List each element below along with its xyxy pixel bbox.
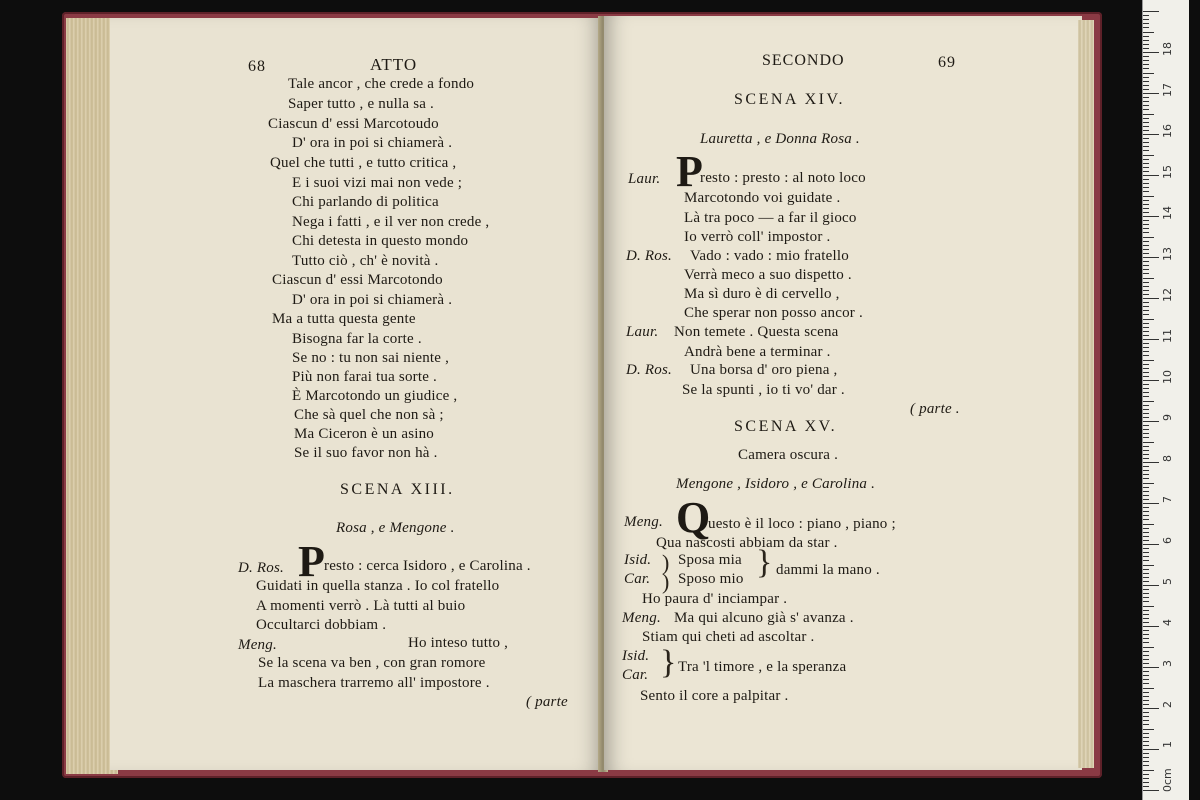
ruler-tick xyxy=(1143,56,1149,57)
ruler-tick xyxy=(1143,396,1149,397)
ruler-number: 13 xyxy=(1161,247,1174,261)
speaker-label: Car. xyxy=(624,571,651,587)
page-number-left: 68 xyxy=(248,58,266,75)
ruler-tick xyxy=(1143,392,1149,393)
ruler-tick xyxy=(1143,716,1149,717)
dialogue-line: Sposo mio xyxy=(678,571,744,587)
ruler-number: 10 xyxy=(1161,370,1174,384)
ruler-tick xyxy=(1143,146,1149,147)
ruler-tick xyxy=(1143,376,1149,377)
ruler-tick xyxy=(1143,171,1149,172)
ruler-tick xyxy=(1143,388,1149,389)
ruler-tick xyxy=(1143,368,1149,369)
ruler-tick xyxy=(1143,319,1154,320)
ruler-tick xyxy=(1143,101,1149,102)
ruler-tick xyxy=(1143,671,1149,672)
ruler-tick xyxy=(1143,232,1149,233)
ruler-tick xyxy=(1143,384,1149,385)
ruler-number: 2 xyxy=(1161,701,1174,708)
ruler-tick xyxy=(1143,544,1159,545)
ruler-tick xyxy=(1143,159,1149,160)
ruler-tick xyxy=(1143,122,1149,123)
dialogue-line: Verrà meco a suo dispetto . xyxy=(684,267,852,283)
ruler-tick xyxy=(1143,778,1149,779)
running-head-left: ATTO xyxy=(370,55,418,74)
ruler-tick xyxy=(1143,237,1154,238)
ruler-tick xyxy=(1143,212,1149,213)
ruler-tick xyxy=(1143,683,1149,684)
ruler-tick xyxy=(1143,433,1149,434)
dialogue-line: Ma sì duro è di cervello , xyxy=(684,286,840,302)
ruler-tick xyxy=(1143,720,1149,721)
ruler-tick xyxy=(1143,282,1149,283)
ruler-tick xyxy=(1143,757,1149,758)
ruler-tick xyxy=(1143,655,1149,656)
ruler-tick xyxy=(1143,495,1149,496)
ruler-number: 15 xyxy=(1161,165,1174,179)
scene-title: SCENA XIII. xyxy=(340,481,455,498)
ruler-tick xyxy=(1143,552,1149,553)
ruler-tick xyxy=(1143,343,1149,344)
ruler-tick xyxy=(1143,724,1149,725)
ruler-tick xyxy=(1143,245,1149,246)
ruler-tick xyxy=(1143,741,1149,742)
verse-line: Saper tutto , e nulla sa . xyxy=(288,96,435,112)
ruler-tick xyxy=(1143,737,1149,738)
ruler-number: 4 xyxy=(1161,619,1174,626)
dialogue-line: Sposa mia xyxy=(678,552,742,568)
ruler-number: 1 xyxy=(1161,741,1174,748)
ruler-tick xyxy=(1143,458,1149,459)
ruler-tick xyxy=(1143,519,1149,520)
ruler-tick xyxy=(1143,597,1149,598)
ruler-tick xyxy=(1143,708,1159,709)
speaker-label: Isid. xyxy=(624,552,652,568)
ruler-tick xyxy=(1143,401,1154,402)
ruler-tick xyxy=(1143,220,1149,221)
ruler-tick xyxy=(1143,417,1149,418)
ruler-tick xyxy=(1143,347,1149,348)
ruler-tick xyxy=(1143,81,1149,82)
dialogue-line: resto : presto : al noto loco xyxy=(700,170,866,186)
ruler-tick xyxy=(1143,27,1149,28)
ruler-tick xyxy=(1143,618,1149,619)
ruler-tick xyxy=(1143,298,1159,299)
dialogue-line: Che sperar non posso ancor . xyxy=(684,305,863,321)
ruler-tick xyxy=(1143,688,1154,689)
ruler-tick xyxy=(1143,109,1149,110)
ruler-tick xyxy=(1143,630,1149,631)
dialogue-line: Guidati in quella stanza . Io col fratello xyxy=(256,578,500,594)
ruler-tick xyxy=(1143,733,1149,734)
verse-line: Più non farai tua sorte . xyxy=(292,369,437,385)
ruler-tick xyxy=(1143,515,1149,516)
verse-line: Ciascun d' essi Marcotoudo xyxy=(268,116,439,132)
dialogue-line: Ho paura d' inciampar . xyxy=(642,591,788,607)
ruler-tick xyxy=(1143,466,1149,467)
ruler-tick xyxy=(1143,15,1149,16)
verse-line: E i suoi vizi mai non vede ; xyxy=(292,175,463,191)
verse-line: Bisogna far la corte . xyxy=(292,331,422,347)
ruler-tick xyxy=(1143,659,1149,660)
ruler-tick xyxy=(1143,294,1149,295)
ruler-tick xyxy=(1143,667,1159,668)
ruler-tick xyxy=(1143,372,1149,373)
ruler-tick xyxy=(1143,577,1149,578)
ruler-tick xyxy=(1143,60,1149,61)
ruler-tick xyxy=(1143,290,1149,291)
dialogue-line: Stiam qui cheti ad ascoltar . xyxy=(642,629,815,645)
ruler-tick xyxy=(1143,790,1159,791)
ruler-tick xyxy=(1143,450,1149,451)
verse-line: Ma Ciceron è un asino xyxy=(294,426,434,442)
ruler-tick xyxy=(1143,351,1149,352)
measurement-ruler xyxy=(1142,0,1189,800)
ruler-tick xyxy=(1143,187,1149,188)
dialogue-line: Andrà bene a terminar . xyxy=(684,344,831,360)
ruler-tick xyxy=(1143,556,1149,557)
ruler-tick xyxy=(1143,651,1149,652)
speaker-label: D. Ros. xyxy=(626,248,672,264)
ruler-tick xyxy=(1143,11,1159,12)
ruler-tick xyxy=(1143,634,1149,635)
drop-cap: Q xyxy=(676,493,711,542)
ruler-tick xyxy=(1143,761,1149,762)
verse-line: È Marcotondo un giudice , xyxy=(292,388,458,404)
verse-line: Ma a tutta questa gente xyxy=(272,311,416,327)
ruler-tick xyxy=(1143,302,1149,303)
dialogue-line: Tra 'l timore , e la speranza xyxy=(678,659,847,675)
ruler-tick xyxy=(1143,487,1149,488)
scene-characters: Lauretta , e Donna Rosa . xyxy=(700,131,860,147)
brace-glyph: } xyxy=(660,644,677,681)
ruler-tick xyxy=(1143,614,1149,615)
ruler-tick xyxy=(1143,606,1154,607)
scene-characters: Mengone , Isidoro , e Carolina . xyxy=(676,476,876,492)
ruler-tick xyxy=(1143,150,1149,151)
ruler-tick xyxy=(1143,40,1149,41)
verse-line: Chi parlando di politica xyxy=(292,194,439,210)
verse-line: Tutto ciò , ch' è novità . xyxy=(292,253,439,269)
speaker-label: Car. xyxy=(622,667,649,683)
ruler-tick xyxy=(1143,560,1149,561)
verse-line: Che sà quel che non sà ; xyxy=(294,407,444,423)
ruler-tick xyxy=(1143,470,1149,471)
ruler-tick xyxy=(1143,421,1159,422)
ruler-tick xyxy=(1143,704,1149,705)
ruler-tick xyxy=(1143,429,1149,430)
ruler-tick xyxy=(1143,729,1154,730)
ruler-tick xyxy=(1143,474,1149,475)
verse-line: D' ora in poi si chiamerà . xyxy=(292,292,453,308)
right-page xyxy=(604,16,1082,770)
ruler-tick xyxy=(1143,175,1159,176)
ruler-tick xyxy=(1143,573,1149,574)
ruler-tick xyxy=(1143,770,1154,771)
ruler-tick xyxy=(1143,540,1149,541)
ruler-tick xyxy=(1143,269,1149,270)
ruler-tick xyxy=(1143,589,1149,590)
ruler-unit-label: 0cm xyxy=(1161,768,1174,792)
ruler-number: 8 xyxy=(1161,455,1174,462)
ruler-tick xyxy=(1143,413,1149,414)
ruler-tick xyxy=(1143,483,1154,484)
ruler-tick xyxy=(1143,183,1149,184)
ruler-tick xyxy=(1143,638,1149,639)
ruler-tick xyxy=(1143,257,1159,258)
ruler-tick xyxy=(1143,273,1149,274)
ruler-tick xyxy=(1143,19,1149,20)
ruler-tick xyxy=(1143,335,1149,336)
ruler-tick xyxy=(1143,265,1149,266)
ruler-number: 3 xyxy=(1161,660,1174,667)
ruler-tick xyxy=(1143,548,1149,549)
ruler-tick xyxy=(1143,585,1159,586)
ruler-tick xyxy=(1143,118,1149,119)
ruler-tick xyxy=(1143,491,1149,492)
verse-line: Tale ancor , che crede a fondo xyxy=(288,76,475,92)
ruler-tick xyxy=(1143,355,1149,356)
ruler-tick xyxy=(1143,774,1149,775)
dialogue-line: Marcotondo voi guidate . xyxy=(684,190,841,206)
dialogue-line: Io verrò coll' impostor . xyxy=(684,229,831,245)
ruler-tick xyxy=(1143,310,1149,311)
ruler-tick xyxy=(1143,97,1149,98)
ruler-tick xyxy=(1143,782,1149,783)
ruler-tick xyxy=(1143,36,1149,37)
ruler-tick xyxy=(1143,64,1149,65)
ruler-tick xyxy=(1143,700,1149,701)
dialogue-line: uesto è il loco : piano , piano ; xyxy=(708,516,896,532)
ruler-tick xyxy=(1143,224,1149,225)
ruler-tick xyxy=(1143,73,1154,74)
ruler-tick xyxy=(1143,565,1154,566)
ruler-tick xyxy=(1143,626,1159,627)
ruler-tick xyxy=(1143,712,1149,713)
brace-glyph: ) xyxy=(662,569,670,594)
verse-line: Se il suo favor non hà . xyxy=(294,445,438,461)
ruler-tick xyxy=(1143,581,1149,582)
page-edges-right xyxy=(1078,20,1094,768)
ruler-tick xyxy=(1143,327,1149,328)
ruler-tick xyxy=(1143,503,1159,504)
speaker-label: Meng. xyxy=(238,637,277,653)
ruler-tick xyxy=(1143,610,1149,611)
ruler-number: 12 xyxy=(1161,288,1174,302)
ruler-tick xyxy=(1143,306,1149,307)
stage-direction-exit: ( parte . xyxy=(910,401,960,417)
ruler-tick xyxy=(1143,249,1149,250)
ruler-tick xyxy=(1143,765,1149,766)
ruler-number: 5 xyxy=(1161,578,1174,585)
scene-title: SCENA XIV. xyxy=(734,91,845,108)
speaker-label: Isid. xyxy=(622,648,650,664)
ruler-tick xyxy=(1143,569,1149,570)
ruler-tick xyxy=(1143,675,1149,676)
dialogue-line: Sento il core a palpitar . xyxy=(640,688,789,704)
ruler-tick xyxy=(1143,93,1159,94)
ruler-tick xyxy=(1143,524,1154,525)
ruler-tick xyxy=(1143,323,1149,324)
scene-setting: Camera oscura . xyxy=(738,447,839,463)
ruler-tick xyxy=(1143,261,1149,262)
verse-line: Quel che tutti , e tutto critica , xyxy=(270,155,457,171)
ruler-tick xyxy=(1143,89,1149,90)
ruler-tick xyxy=(1143,454,1149,455)
ruler-tick xyxy=(1143,692,1149,693)
speaker-label: Laur. xyxy=(626,324,659,340)
ruler-tick xyxy=(1143,77,1149,78)
ruler-tick xyxy=(1143,380,1159,381)
ruler-tick xyxy=(1143,647,1154,648)
ruler-tick xyxy=(1143,425,1149,426)
ruler-number: 14 xyxy=(1161,206,1174,220)
dialogue-line: Vado : vado : mio fratello xyxy=(690,248,849,264)
drop-cap: P xyxy=(676,147,703,196)
ruler-tick xyxy=(1143,105,1149,106)
verse-line: Ciascun d' essi Marcotondo xyxy=(272,272,443,288)
verse-line: Chi detesta in questo mondo xyxy=(292,233,469,249)
ruler-tick xyxy=(1143,696,1149,697)
ruler-tick xyxy=(1143,228,1149,229)
left-page xyxy=(110,18,602,770)
verse-line: Nega i fatti , e il ver non crede , xyxy=(292,214,490,230)
ruler-tick xyxy=(1143,167,1149,168)
ruler-tick xyxy=(1143,204,1149,205)
speaker-label: Meng. xyxy=(622,610,661,626)
speaker-label: D. Ros. xyxy=(626,362,672,378)
ruler-tick xyxy=(1143,499,1149,500)
ruler-tick xyxy=(1143,68,1149,69)
ruler-tick xyxy=(1143,786,1149,787)
ruler-tick xyxy=(1143,163,1149,164)
ruler-tick xyxy=(1143,179,1149,180)
ruler-tick xyxy=(1143,134,1159,135)
ruler-tick xyxy=(1143,405,1149,406)
ruler-tick xyxy=(1143,437,1149,438)
ruler-tick xyxy=(1143,749,1159,750)
dialogue-line: Qua nascosti abbiam da star . xyxy=(656,535,838,551)
ruler-tick xyxy=(1143,642,1149,643)
ruler-tick xyxy=(1143,126,1149,127)
running-head-right: SECONDO xyxy=(762,52,845,69)
ruler-tick xyxy=(1143,663,1149,664)
dialogue-line: Là tra poco — a far il gioco xyxy=(684,210,857,226)
ruler-number: 17 xyxy=(1161,83,1174,97)
speaker-label: Laur. xyxy=(628,171,661,187)
ruler-tick xyxy=(1143,536,1149,537)
dialogue-line: Ho inteso tutto , xyxy=(408,635,509,651)
ruler-tick xyxy=(1143,241,1149,242)
ruler-tick xyxy=(1143,138,1149,139)
ruler-tick xyxy=(1143,528,1149,529)
ruler-tick xyxy=(1143,507,1149,508)
ruler-tick xyxy=(1143,364,1149,365)
ruler-tick xyxy=(1143,753,1149,754)
ruler-tick xyxy=(1143,446,1149,447)
ruler-tick xyxy=(1143,155,1154,156)
ruler-tick xyxy=(1143,23,1149,24)
ruler-tick xyxy=(1143,196,1154,197)
ruler-tick xyxy=(1143,286,1149,287)
ruler-tick xyxy=(1143,314,1149,315)
ruler-tick xyxy=(1143,44,1149,45)
ruler-number: 16 xyxy=(1161,124,1174,138)
speaker-label: Meng. xyxy=(624,514,663,530)
ruler-tick xyxy=(1143,360,1154,361)
ruler-tick xyxy=(1143,478,1149,479)
ruler-number: 18 xyxy=(1161,42,1174,56)
ruler-tick xyxy=(1143,191,1149,192)
stage-direction-exit: ( parte xyxy=(526,694,568,710)
ruler-tick xyxy=(1143,142,1149,143)
ruler-tick xyxy=(1143,442,1154,443)
dialogue-line: Occultarci dobbiam . xyxy=(256,617,387,633)
ruler-tick xyxy=(1143,253,1149,254)
ruler-tick xyxy=(1143,85,1149,86)
verse-line: D' ora in poi si chiamerà . xyxy=(292,135,453,151)
page-number-right: 69 xyxy=(938,54,956,71)
ruler-tick xyxy=(1143,278,1154,279)
scene-title: SCENA XV. xyxy=(734,418,838,435)
ruler-number: 9 xyxy=(1161,414,1174,421)
dialogue-line: A momenti verrò . Là tutti al buio xyxy=(256,598,466,614)
ruler-tick xyxy=(1143,532,1149,533)
ruler-number: 11 xyxy=(1161,329,1174,343)
ruler-tick xyxy=(1143,745,1149,746)
ruler-number: 6 xyxy=(1161,537,1174,544)
ruler-tick xyxy=(1143,208,1149,209)
ruler-tick xyxy=(1143,130,1149,131)
ruler-tick xyxy=(1143,339,1159,340)
scene-characters: Rosa , e Mengone . xyxy=(336,520,455,536)
brace-glyph: ) xyxy=(662,550,670,575)
ruler-tick xyxy=(1143,216,1159,217)
ruler-number: 7 xyxy=(1161,496,1174,503)
ruler-tick xyxy=(1143,593,1149,594)
ruler-tick xyxy=(1143,48,1149,49)
dialogue-line: La maschera trarremo all' impostore . xyxy=(258,675,490,691)
dialogue-line: dammi la mano . xyxy=(776,562,880,578)
ruler-tick xyxy=(1143,622,1149,623)
brace-glyph: } xyxy=(756,544,773,581)
dialogue-line: Non temete . Questa scena xyxy=(674,324,839,340)
dialogue-line: resto : cerca Isidoro , e Carolina . xyxy=(324,558,531,574)
verse-line: Se no : tu non sai niente , xyxy=(292,350,450,366)
ruler-tick xyxy=(1143,601,1149,602)
dialogue-line: Se la spunti , io ti vo' dar . xyxy=(682,382,845,398)
ruler-tick xyxy=(1143,462,1159,463)
speaker-label: D. Ros. xyxy=(238,560,284,576)
dialogue-line: Se la scena va ben , con gran romore xyxy=(258,655,486,671)
dialogue-line: Ma qui alcuno già s' avanza . xyxy=(674,610,854,626)
ruler-tick xyxy=(1143,679,1149,680)
ruler-tick xyxy=(1143,32,1154,33)
dialogue-line: Una borsa d' oro piena , xyxy=(690,362,838,378)
ruler-tick xyxy=(1143,511,1149,512)
drop-cap: P xyxy=(298,537,325,586)
ruler-tick xyxy=(1143,200,1149,201)
ruler-tick xyxy=(1143,52,1159,53)
ruler-tick xyxy=(1143,114,1154,115)
ruler-tick xyxy=(1143,331,1149,332)
ruler-tick xyxy=(1143,409,1149,410)
